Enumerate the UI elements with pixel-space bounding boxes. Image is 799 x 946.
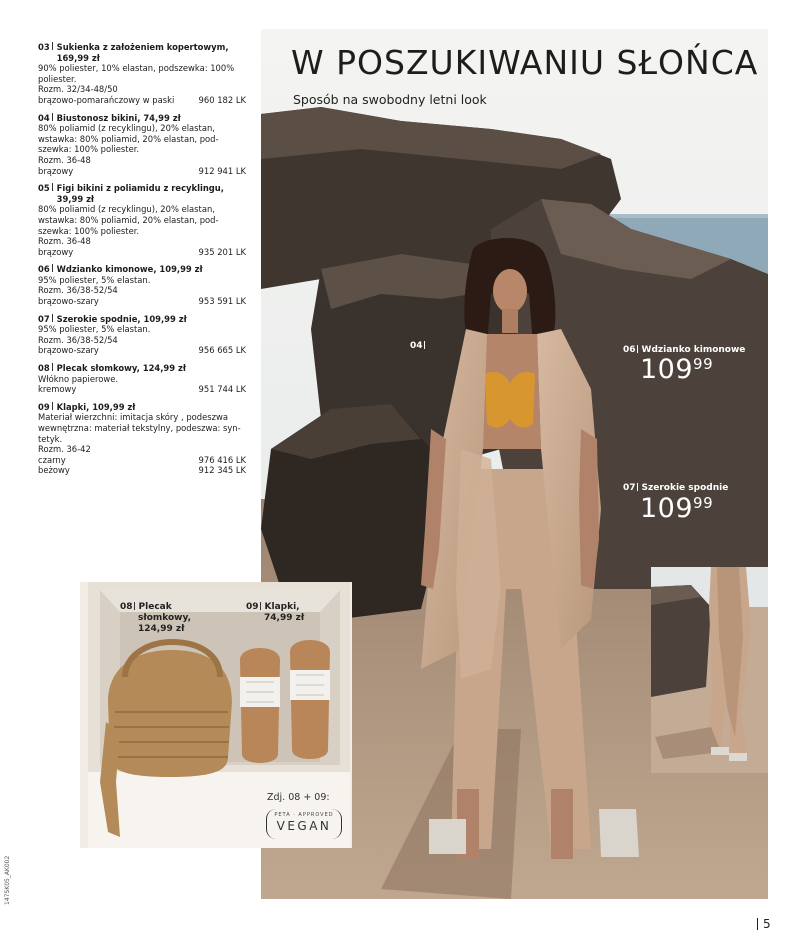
product-item xyxy=(38,42,246,106)
product-detail: 80% poliamid (z recyklingu), 20% elastan, xyxy=(38,123,215,134)
pants-detail-image xyxy=(651,567,768,773)
divider xyxy=(52,264,53,272)
product-heading xyxy=(38,113,246,124)
product-title: Plecak słomkowy, 124,99 zł xyxy=(56,363,186,374)
product-title-block xyxy=(57,183,246,204)
product-number: 03 xyxy=(38,42,50,52)
vegan-badge-main: VEGAN xyxy=(276,819,332,833)
product-number: 09 xyxy=(38,401,50,412)
inset-label-08 xyxy=(120,602,191,635)
page-number-value: 5 xyxy=(763,917,771,931)
product-detail: Włókno papierowe. xyxy=(38,373,119,384)
variant-color: brązowy xyxy=(38,246,74,257)
product-detail: Rozm. 36-48 xyxy=(38,154,91,165)
accessories-photo xyxy=(80,582,352,848)
product-detail: poliester. xyxy=(38,73,77,84)
product-heading xyxy=(38,264,246,275)
item-tag-06-label: Wdzianko kimonowe xyxy=(641,345,746,355)
product-title-block xyxy=(57,314,246,325)
divider xyxy=(757,918,758,930)
item-tag-06-num: 06 xyxy=(623,345,636,355)
product-item xyxy=(38,314,246,356)
pants-detail-photo xyxy=(651,567,768,773)
variant-color: brązowy xyxy=(38,165,74,176)
price-06-main: 109 xyxy=(640,354,694,385)
divider xyxy=(424,341,425,349)
product-detail: 95% poliester, 5% elastan. xyxy=(38,274,151,285)
item-tag-04-num: 04 xyxy=(410,341,423,351)
variant-code: 976 416 LK xyxy=(198,454,246,465)
product-variant xyxy=(38,296,246,307)
variant-color: beżowy xyxy=(38,465,70,476)
price-06 xyxy=(640,354,713,385)
product-title-block xyxy=(57,42,246,63)
product-title: Szerokie spodnie, 109,99 zł xyxy=(56,313,187,324)
product-variant xyxy=(38,345,246,356)
divider xyxy=(52,183,53,191)
product-detail: Rozm. 32/34-48/50 xyxy=(38,84,118,95)
product-detail: wstawka: 80% poliamid, 20% elastan, pod- xyxy=(38,214,219,225)
product-list xyxy=(38,42,246,483)
item-tag-04 xyxy=(410,341,429,351)
product-price: 39,99 zł xyxy=(56,193,95,204)
page-title: W POSZUKIWANIU SŁOŃCA xyxy=(291,43,759,82)
product-number: 07 xyxy=(38,313,50,324)
variant-color: brązowo-pomarańczowy w paski xyxy=(38,94,175,105)
product-heading xyxy=(38,363,246,374)
inset-label-09-line1: Klapki, xyxy=(264,602,300,612)
product-heading xyxy=(38,314,246,325)
divider xyxy=(52,402,53,410)
product-item xyxy=(38,402,246,476)
product-detail: wstawka: 80% poliamid, 20% elastan, pod- xyxy=(38,133,219,144)
inset-label-09-num: 09 xyxy=(246,602,259,612)
photo-note: Zdj. 08 + 09: xyxy=(267,792,330,803)
price-06-cents: 99 xyxy=(693,355,714,373)
divider xyxy=(52,42,53,50)
product-detail: 90% poliester, 10% elastan, podszewka: 100% xyxy=(38,63,235,74)
product-title: Sukienka z założeniem kopertowym, xyxy=(56,42,229,52)
inset-label-09-line2: 74,99 zł xyxy=(264,613,305,623)
product-item xyxy=(38,363,246,395)
product-title: Figi bikini z poliamidu z recyklingu, xyxy=(56,183,224,194)
inset-label-08-line3: 124,99 zł xyxy=(138,624,185,634)
product-variant xyxy=(38,465,246,476)
product-title-block xyxy=(57,402,246,413)
product-detail: tetyk. xyxy=(38,433,63,444)
divider xyxy=(52,314,53,322)
page-subtitle: Sposób na swobodny letni look xyxy=(293,92,487,107)
product-detail: szewka: 100% poliester. xyxy=(38,144,140,155)
side-code: 147SK05_AK002 xyxy=(4,855,11,905)
variant-code: 912 345 LK xyxy=(198,465,246,476)
page-number xyxy=(757,917,771,931)
price-07-cents: 99 xyxy=(693,494,714,512)
product-detail: szewka: 100% poliester. xyxy=(38,225,140,236)
variant-code: 951 744 LK xyxy=(198,384,246,395)
vegan-badge xyxy=(266,809,342,839)
product-heading xyxy=(38,183,246,204)
variant-color: brązowo-szary xyxy=(38,296,99,307)
divider xyxy=(134,602,135,610)
product-detail: Rozm. 36-48 xyxy=(38,236,91,247)
variant-color: brązowo-szary xyxy=(38,345,99,356)
product-item xyxy=(38,183,246,257)
variant-code: 953 591 LK xyxy=(198,296,246,307)
product-heading xyxy=(38,42,246,63)
product-detail: 80% poliamid (z recyklingu), 20% elastan, xyxy=(38,204,215,215)
vegan-badge-top: PETA · APPROVED xyxy=(274,812,334,818)
product-variant xyxy=(38,384,246,395)
price-07-main: 109 xyxy=(640,493,694,524)
divider xyxy=(52,363,53,371)
product-variant xyxy=(38,95,246,106)
variant-color: czarny xyxy=(38,454,66,465)
product-variant xyxy=(38,455,246,466)
product-detail: 95% poliester, 5% elastan. xyxy=(38,324,151,335)
item-tag-07-num: 07 xyxy=(623,483,636,493)
product-title: Klapki, 109,99 zł xyxy=(56,401,136,412)
product-number: 06 xyxy=(38,264,50,275)
product-number: 05 xyxy=(38,183,50,194)
product-title-block xyxy=(57,264,246,275)
product-detail: wewnętrzna: materiał tekstylny, podeszwa: syn- xyxy=(38,423,241,433)
product-item xyxy=(38,264,246,306)
product-price: 169,99 zł xyxy=(56,52,100,63)
product-variant xyxy=(38,166,246,177)
inset-label-08-num: 08 xyxy=(120,602,133,612)
divider xyxy=(52,113,53,121)
product-detail: Rozm. 36/38-52/54 xyxy=(38,334,118,345)
inset-label-08-line1: Plecak xyxy=(138,602,172,612)
product-number: 08 xyxy=(38,363,50,374)
divider xyxy=(637,483,638,491)
product-item xyxy=(38,113,246,177)
inset-label-09 xyxy=(246,602,304,624)
product-detail: Materiał wierzchni: imitacja skóry , podeszwa xyxy=(38,412,228,423)
divider xyxy=(637,345,638,353)
variant-code: 960 182 LK xyxy=(198,94,246,105)
variant-color: kremowy xyxy=(38,384,77,395)
product-detail: Rozm. 36/38-52/54 xyxy=(38,285,118,296)
product-variant xyxy=(38,247,246,258)
variant-code: 912 941 LK xyxy=(198,165,246,176)
product-title-block xyxy=(57,113,246,124)
variant-code: 935 201 LK xyxy=(198,246,246,257)
item-tag-07-label: Szerokie spodnie xyxy=(641,483,729,493)
product-number: 04 xyxy=(38,112,50,123)
product-title: Wdzianko kimonowe, 109,99 zł xyxy=(56,264,203,275)
product-title-block xyxy=(57,363,246,374)
divider xyxy=(260,602,261,610)
product-detail: Rozm. 36-42 xyxy=(38,444,91,455)
product-heading xyxy=(38,402,246,413)
variant-code: 956 665 LK xyxy=(198,345,246,356)
inset-label-08-line2: słomkowy, xyxy=(138,613,192,623)
item-tag-07 xyxy=(623,483,728,493)
price-07 xyxy=(640,493,713,524)
product-title: Biustonosz bikini, 74,99 zł xyxy=(56,112,181,123)
